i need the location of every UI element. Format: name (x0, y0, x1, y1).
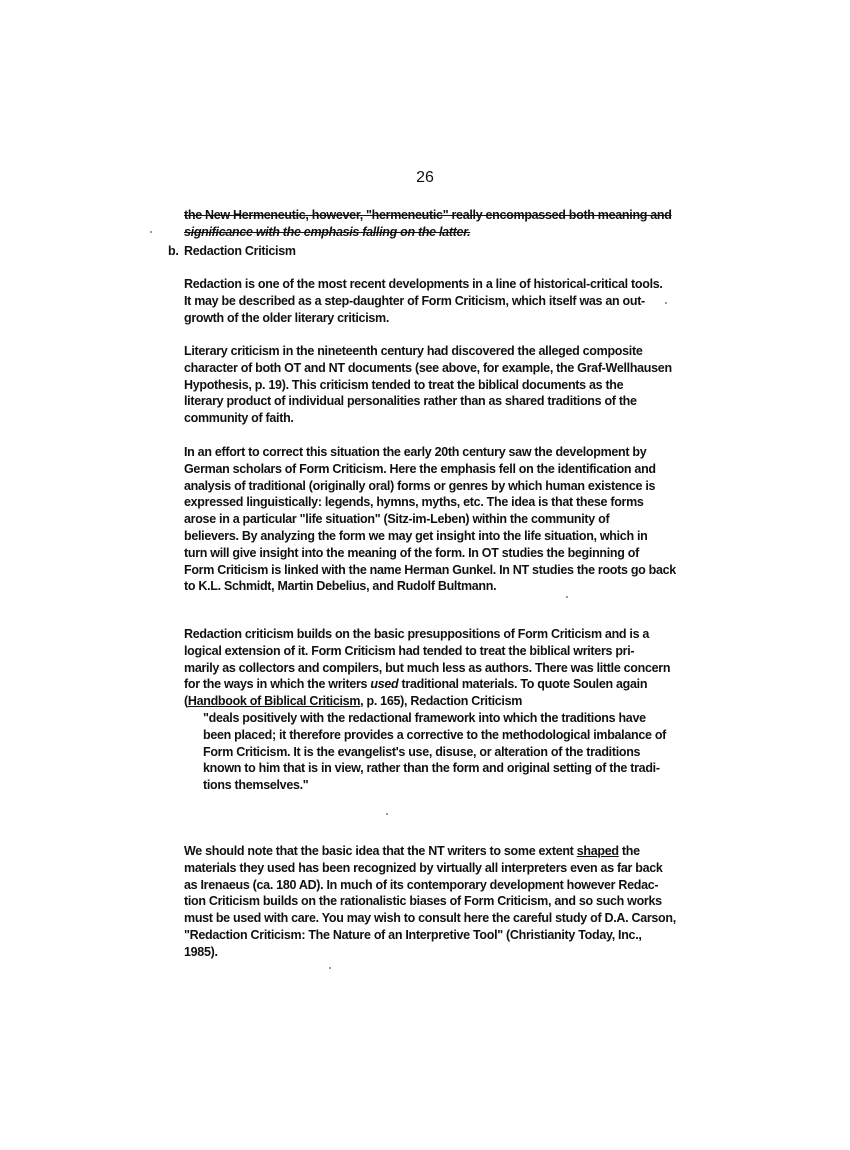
line-text: , p. 165), Redaction Criticism (360, 694, 523, 709)
paragraph-line: "Redaction Criticism: The Nature of an Interpretive Tool" (Christianity Today, Inc., (184, 927, 642, 942)
paragraph-line: Redaction criticism builds on the basic presuppositions of Form Criticism and is a (184, 627, 650, 641)
scan-speck (150, 231, 152, 233)
paragraph-line (184, 676, 684, 693)
paragraph-line: expressed linguistically: legends, hymns, myths, etc. The idea is that these forms (184, 495, 644, 510)
paragraph-line: character of both OT and NT documents (see above, for example, the Graf-Wellhausen (184, 360, 672, 375)
block-quote (203, 710, 673, 794)
line-text: for the ways in which the writers (184, 677, 371, 692)
paragraph-line: to K.L. Schmidt, Martin Debelius, and Rudolf Bultmann. (184, 579, 497, 594)
paragraph-line: It may be described as a step-daughter of Form Criticism, which itself was an out- (184, 293, 645, 308)
paragraph-line: Literary criticism in the nineteenth century had discovered the alleged composite (184, 344, 643, 358)
quote-line: known to him that is in view, rather than the form and original setting of the tradi- (203, 761, 660, 776)
paragraph-line: Form Criticism is linked with the name Herman Gunkel. In NT studies the roots go back (184, 562, 676, 577)
scan-speck (566, 596, 568, 598)
paragraph-line: 1985). (184, 944, 218, 959)
paragraph-line: analysis of traditional (originally oral) forms or genres by which human existence is (184, 478, 656, 493)
line-text: We should note that the basic idea that the NT writers to some extent (184, 844, 577, 858)
paragraph-line: logical extension of it. Form Criticism had tended to treat the biblical writers pri- (184, 643, 635, 658)
paragraph-line: German scholars of Form Criticism. Here the emphasis fell on the identification and (184, 461, 656, 476)
paragraph-line: Redaction is one of the most recent developments in a line of historical-critical tools. (184, 277, 663, 291)
section-title: Redaction Criticism (184, 244, 296, 258)
quote-line: been placed; it therefore provides a corrective to the methodological imbalance of (203, 727, 667, 742)
paragraph-line: arose in a particular "life situation" (Sitz-im-Leben) within the community of (184, 512, 610, 527)
struck-carryover-text (184, 207, 684, 241)
line-text: the (618, 844, 640, 858)
paragraph-line: In an effort to correct this situation the early 20th century saw the development by (184, 445, 647, 459)
paragraph-line: turn will give insight into the meaning of the form. In OT studies the beginning of (184, 545, 639, 560)
carryover-line: the New Hermeneutic, however, "hermeneutic" really encompassed both meaning and (184, 208, 672, 222)
line-text: ( (184, 694, 188, 709)
paragraph-line: community of faith. (184, 411, 294, 426)
paragraph-line: marily as collectors and compilers, but much less as authors. There was little concern (184, 660, 671, 675)
emphasized-word: used (370, 677, 399, 692)
line-text: traditional materials. To quote Soulen again (398, 677, 648, 692)
quote-line: Form Criticism. It is the evangelist's use, disuse, or alteration of the traditions (203, 744, 641, 759)
underlined-word: shaped (576, 844, 619, 858)
paragraph-line: growth of the older literary criticism. (184, 310, 390, 325)
page-number: 26 (416, 169, 434, 186)
paragraph-3 (184, 444, 684, 595)
paragraph-line: must be used with care. You may wish to consult here the careful study of D.A. Carson, (184, 911, 676, 926)
paragraph-line: Hypothesis, p. 19). This criticism tended to treat the biblical documents as the (184, 377, 624, 392)
section-marker: b. (168, 244, 179, 258)
paragraph-line: believers. By analyzing the form we may get insight into the life situation, which in (184, 528, 648, 543)
scan-speck (329, 967, 331, 969)
paragraph-line: tion Criticism builds on the rationalistic biases of Form Criticism, and so such works (184, 894, 662, 909)
paragraph-5 (184, 843, 684, 961)
paragraph-line: as Irenaeus (ca. 180 AD). In much of its contemporary development however Redac- (184, 877, 659, 892)
paragraph-line: materials they used has been recognized by virtually all interpreters even as far back (184, 860, 663, 875)
carryover-line: significance with the emphasis falling on the latter. (184, 224, 471, 239)
paragraph-2 (184, 343, 684, 427)
book-title-reference: Handbook of Biblical Criticism (187, 694, 361, 709)
quote-line: "deals positively with the redactional framework into which the traditions have (203, 711, 646, 725)
quote-line: tions themselves." (203, 778, 309, 793)
paragraph-line: literary product of individual personalities rather than as shared traditions of the (184, 394, 637, 409)
paragraph-line (184, 843, 684, 860)
scan-speck (386, 813, 388, 815)
paragraph-1 (184, 276, 684, 326)
scan-speck (665, 302, 667, 304)
paragraph-4 (184, 626, 684, 710)
paragraph-line (184, 693, 684, 710)
section-heading (168, 244, 296, 258)
